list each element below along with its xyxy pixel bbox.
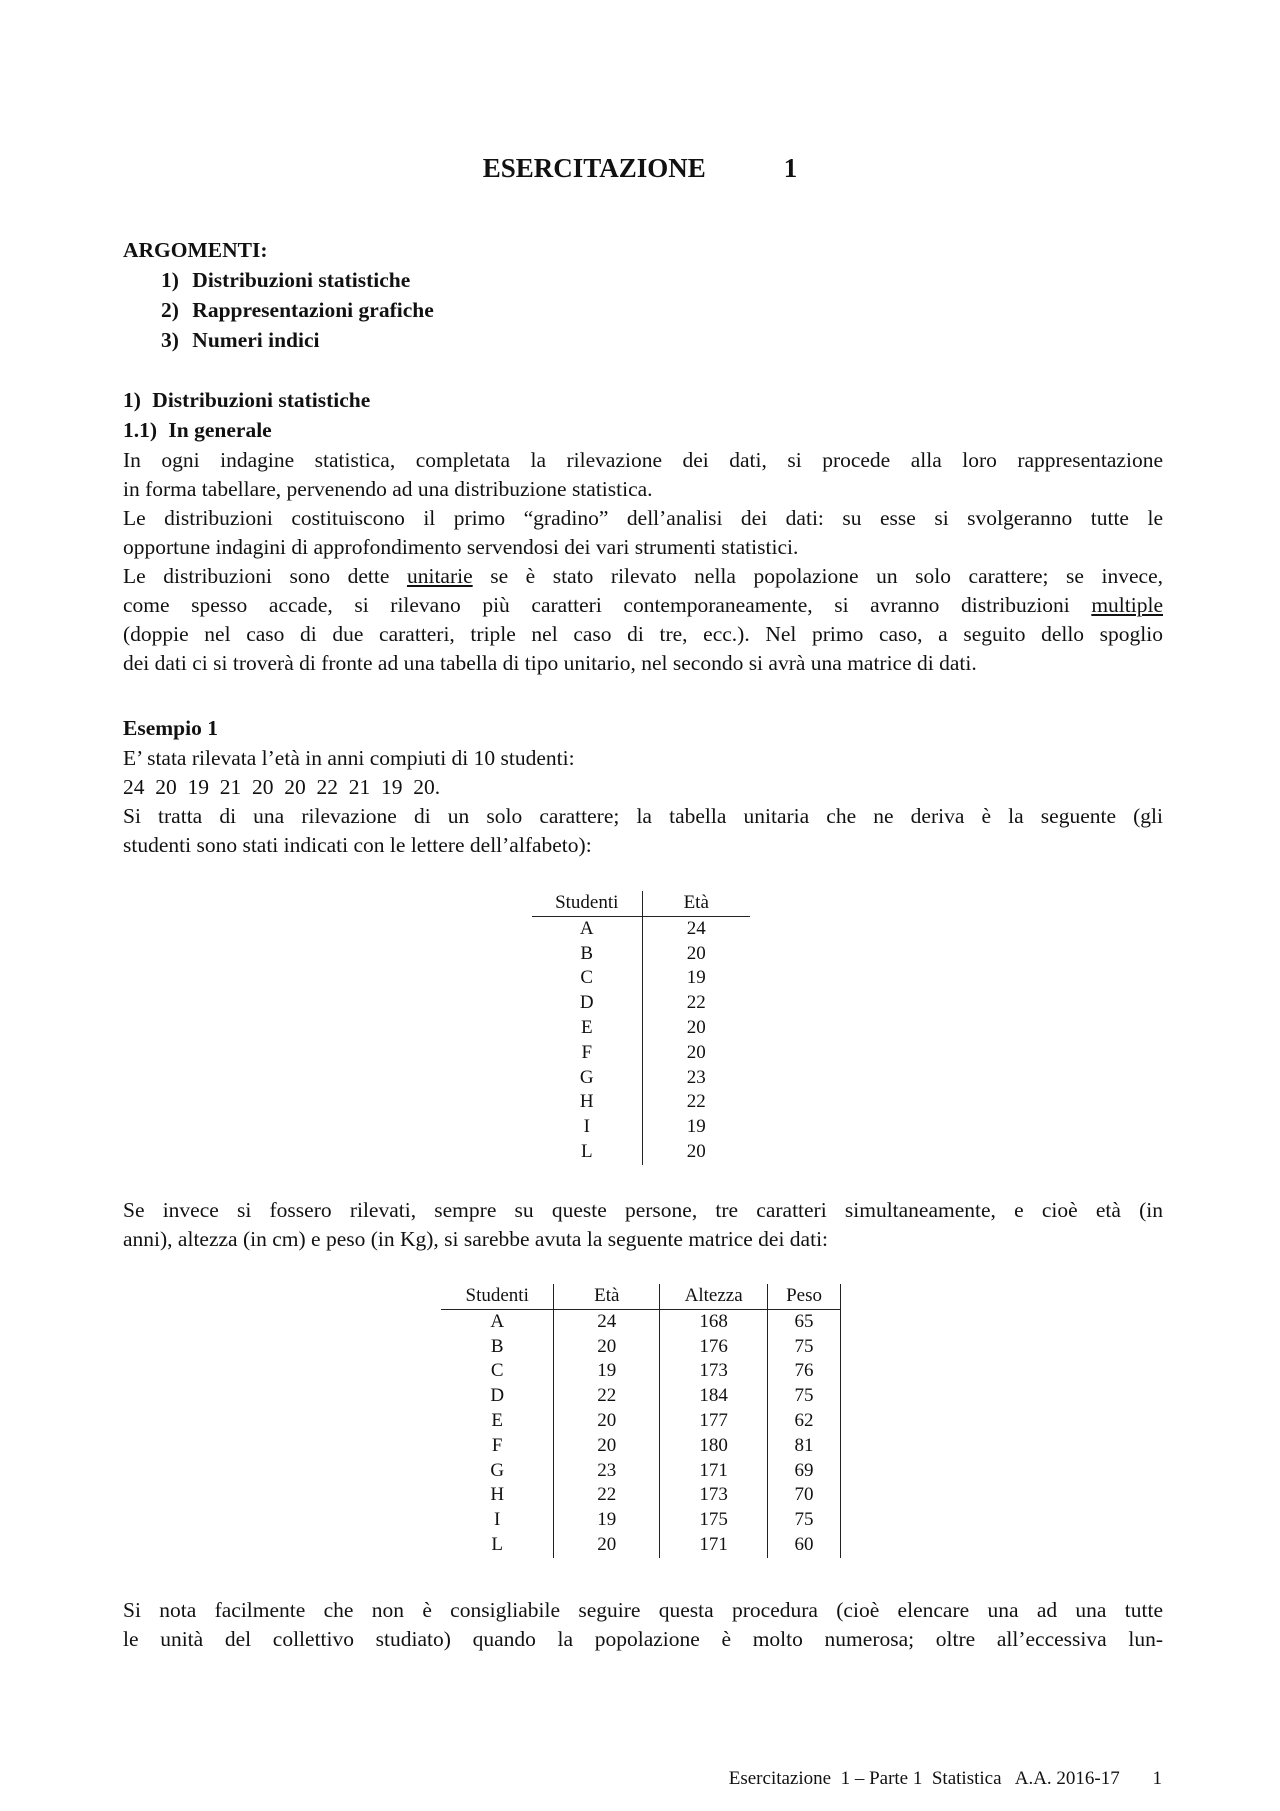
table-row bbox=[441, 1434, 841, 1459]
table-row bbox=[532, 1090, 750, 1115]
subsection-title: In generale bbox=[168, 418, 272, 442]
text-line: E’ stata rilevata l’età in anni compiuti di 10 studenti: bbox=[123, 746, 575, 770]
section-title: Distribuzioni statistiche bbox=[152, 388, 371, 412]
table-cell: 20 bbox=[686, 1016, 706, 1038]
table-cell: H bbox=[441, 1483, 554, 1508]
table-cell: 168 bbox=[660, 1309, 768, 1334]
table-row bbox=[441, 1335, 841, 1360]
table-cell: D bbox=[441, 1384, 554, 1409]
column-header: Età bbox=[554, 1284, 660, 1309]
table-cell: H bbox=[532, 1090, 642, 1115]
column-header: Peso bbox=[768, 1284, 841, 1309]
table-row bbox=[532, 966, 750, 991]
column-header: Altezza bbox=[660, 1284, 768, 1309]
table-cell: L bbox=[532, 1140, 642, 1165]
table-cell: 20 bbox=[686, 1140, 706, 1162]
table-cell: 177 bbox=[660, 1409, 768, 1434]
text-run: Le distribuzioni sono dette bbox=[123, 564, 407, 588]
table-cell: E bbox=[441, 1409, 554, 1434]
table-header-row bbox=[532, 891, 750, 916]
table-cell: 23 bbox=[554, 1459, 660, 1484]
text-line: anni), altezza (in cm) e peso (in Kg), si sarebbe avuta la seguente matrice dei dati: bbox=[123, 1227, 829, 1251]
table-row bbox=[441, 1459, 841, 1484]
argomenti-item-3 bbox=[161, 326, 320, 355]
table-cell: F bbox=[532, 1041, 642, 1066]
argomenti-heading: ARGOMENTI: bbox=[123, 238, 268, 262]
table-row bbox=[532, 942, 750, 967]
table-cell: 24 bbox=[554, 1309, 660, 1334]
underlined-term: unitarie bbox=[406, 564, 473, 588]
text-line: Le distribuzioni costituiscono il primo “gradino” dell’analisi dei dati: su esse si svolgeranno tutte le bbox=[123, 506, 1163, 530]
section-number: 1) bbox=[123, 388, 141, 412]
table-cell: 180 bbox=[660, 1434, 768, 1459]
table-cell: 171 bbox=[660, 1459, 768, 1484]
table-cell: 65 bbox=[768, 1309, 841, 1334]
table-cell: 19 bbox=[686, 967, 706, 989]
table-cell: D bbox=[532, 991, 642, 1016]
table-cell: F bbox=[441, 1434, 554, 1459]
table-cell: 20 bbox=[686, 942, 706, 964]
table-cell: 171 bbox=[660, 1533, 768, 1558]
table-row bbox=[532, 1016, 750, 1041]
table-cell: 20 bbox=[554, 1533, 660, 1558]
page-title bbox=[0, 153, 1280, 184]
table-row bbox=[532, 1066, 750, 1091]
table-cell: G bbox=[441, 1459, 554, 1484]
table-cell: I bbox=[532, 1115, 642, 1140]
table-cell: 22 bbox=[686, 992, 706, 1014]
underlined-term: multiple bbox=[1091, 593, 1163, 617]
text-line: in forma tabellare, pervenendo ad una distribuzione statistica. bbox=[123, 477, 653, 501]
text-line: opportune indagini di approfondimento servendosi dei vari strumenti statistici. bbox=[123, 535, 799, 559]
footer-text: Esercitazione 1 – Parte 1 Statistica A.A. 2016-17 bbox=[728, 1768, 1120, 1789]
subsection-number: 1.1) bbox=[123, 418, 158, 442]
table-cell: 75 bbox=[768, 1508, 841, 1533]
table-cell: 22 bbox=[554, 1483, 660, 1508]
table-cell: 176 bbox=[660, 1335, 768, 1360]
table-row bbox=[532, 1140, 750, 1165]
table-cell: 62 bbox=[768, 1409, 841, 1434]
table-row bbox=[441, 1409, 841, 1434]
table-cell: 75 bbox=[768, 1384, 841, 1409]
table-header-row bbox=[441, 1284, 841, 1309]
table-cell: 19 bbox=[686, 1116, 706, 1138]
table-cell: 184 bbox=[660, 1384, 768, 1409]
text-line: Si nota facilmente che non è consigliabile seguire questa procedura (cioè elencare una ad una tutte bbox=[123, 1598, 1163, 1622]
argomenti-item-label: Distribuzioni statistiche bbox=[192, 268, 411, 292]
table-cell: 19 bbox=[554, 1359, 660, 1384]
table-cell: C bbox=[532, 966, 642, 991]
table-row bbox=[441, 1483, 841, 1508]
table-row bbox=[532, 916, 750, 941]
page-footer bbox=[0, 1768, 1162, 1790]
text-line: le unità del collettivo studiato) quando la popolazione è molto numerosa; oltre all’eccessiva lun- bbox=[123, 1627, 1163, 1651]
table-cell: 22 bbox=[554, 1384, 660, 1409]
table-row bbox=[441, 1359, 841, 1384]
age-table bbox=[532, 891, 750, 1165]
table-cell: C bbox=[441, 1359, 554, 1384]
title-word: ESERCITAZIONE bbox=[482, 153, 706, 183]
table-row bbox=[441, 1533, 841, 1558]
page-number: 1 bbox=[1152, 1768, 1162, 1789]
table-row bbox=[441, 1309, 841, 1334]
table-cell: 22 bbox=[686, 1091, 706, 1113]
argomenti-item-number: 2) bbox=[161, 298, 179, 322]
text-line bbox=[123, 562, 1163, 591]
column-header: Età bbox=[642, 891, 750, 916]
table-row bbox=[441, 1508, 841, 1533]
table-cell: B bbox=[532, 942, 642, 967]
argomenti-item-label: Rappresentazioni grafiche bbox=[192, 298, 434, 322]
table-cell: 75 bbox=[768, 1335, 841, 1360]
data-values-line: 24 20 19 21 20 20 22 21 19 20. bbox=[123, 775, 441, 799]
text-line: dei dati ci si troverà di fronte ad una tabella di tipo unitario, nel secondo si avrà una matrice di dati. bbox=[123, 651, 977, 675]
table-cell: 20 bbox=[554, 1409, 660, 1434]
table-cell: I bbox=[441, 1508, 554, 1533]
table-row bbox=[441, 1384, 841, 1409]
table-cell: 76 bbox=[768, 1359, 841, 1384]
table-cell: 23 bbox=[686, 1066, 706, 1088]
example-heading: Esempio 1 bbox=[123, 716, 218, 740]
table-cell: 69 bbox=[768, 1459, 841, 1484]
table-cell: 173 bbox=[660, 1483, 768, 1508]
table-cell: 19 bbox=[554, 1508, 660, 1533]
column-header: Studenti bbox=[441, 1284, 554, 1309]
argomenti-item-number: 3) bbox=[161, 328, 179, 352]
table-cell: G bbox=[532, 1066, 642, 1091]
table-cell: 70 bbox=[768, 1483, 841, 1508]
argomenti-item-2 bbox=[161, 296, 434, 325]
title-number: 1 bbox=[783, 153, 798, 183]
table-cell: 175 bbox=[660, 1508, 768, 1533]
table-cell: L bbox=[441, 1533, 554, 1558]
text-line: In ogni indagine statistica, completata la rilevazione dei dati, si procede alla loro rappresentazione bbox=[123, 448, 1163, 472]
table-cell: A bbox=[532, 916, 642, 941]
section-heading bbox=[123, 386, 370, 415]
table-cell: 81 bbox=[768, 1434, 841, 1459]
subsection-heading bbox=[123, 416, 272, 445]
text-line: Se invece si fossero rilevati, sempre su queste persone, tre caratteri simultaneamente, e cioè età (in bbox=[123, 1198, 1163, 1222]
matrix-intro bbox=[123, 1196, 1163, 1254]
table-cell: 24 bbox=[686, 917, 706, 939]
table-cell: 60 bbox=[768, 1533, 841, 1558]
text-line: (doppie nel caso di due caratteri, triple nel caso di tre, ecc.). Nel primo caso, a seguito dello spoglio bbox=[123, 622, 1163, 646]
table-row bbox=[532, 1041, 750, 1066]
table-cell: 20 bbox=[554, 1434, 660, 1459]
final-paragraph bbox=[123, 1596, 1163, 1654]
table-cell: E bbox=[532, 1016, 642, 1041]
argomenti-item-1 bbox=[161, 266, 410, 295]
text-run: come spesso accade, si rilevano più caratteri contemporaneamente, si avranno distribuzioni bbox=[123, 593, 1092, 617]
section-body bbox=[123, 446, 1163, 678]
argomenti-item-label: Numeri indici bbox=[192, 328, 320, 352]
data-matrix-table bbox=[441, 1284, 841, 1558]
example-body bbox=[123, 744, 1163, 860]
text-run: se è stato rilevato nella popolazione un solo carattere; se invece, bbox=[472, 564, 1164, 588]
table-cell: B bbox=[441, 1335, 554, 1360]
table-cell: 173 bbox=[660, 1359, 768, 1384]
table-cell: A bbox=[441, 1309, 554, 1334]
argomenti-item-number: 1) bbox=[161, 268, 179, 292]
column-header: Studenti bbox=[532, 891, 642, 916]
table-row bbox=[532, 991, 750, 1016]
text-line bbox=[123, 591, 1163, 620]
table-row bbox=[532, 1115, 750, 1140]
table-cell: 20 bbox=[686, 1041, 706, 1063]
text-line: studenti sono stati indicati con le lettere dell’alfabeto): bbox=[123, 833, 592, 857]
text-line: Si tratta di una rilevazione di un solo carattere; la tabella unitaria che ne deriva è la seguente (gli bbox=[123, 804, 1163, 828]
table-cell: 20 bbox=[554, 1335, 660, 1360]
